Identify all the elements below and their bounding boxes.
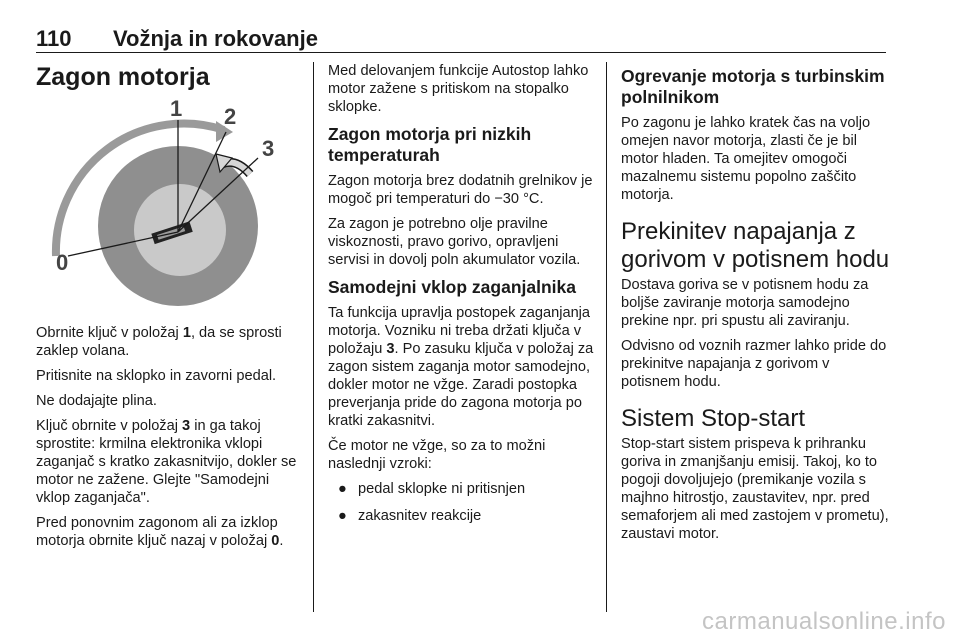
paragraph: Dostava goriva se v potisnem hodu za boljše zaviranje motorja samodejno prekine npr. pri spustu ali zaviranju. — [621, 277, 869, 329]
page-header — [36, 26, 886, 53]
page-title: Vožnja in rokovanje — [113, 26, 318, 51]
paragraph: Stop-start sistem prispeva k prihranku goriva in zmanjšanju emisij. Takoj, ko to pogoji dovoljujejo (premikanje vozila s majhno hitrostjo, zaustavitev, npr. pred semaforjem ali med zastojem v prometu), zaustavi motor. — [621, 436, 889, 542]
paragraph: Po zagonu je lahko kratek čas na voljo omejen navor motorja, zlasti če je bil motor hladen. Ta omejitev omogoči mazalnemu sistemu popolno zaščito motorja. — [621, 115, 871, 203]
paragraph: Med delovanjem funkcije Autostop lahko motor zažene s pritiskom na stopalko sklopke. — [328, 63, 589, 115]
paragraph: Pritisnite na sklopko in zavorni pedal. — [36, 368, 277, 384]
bullet-icon: ● — [338, 481, 347, 497]
list-item: ● zakasnitev reakcije — [338, 508, 482, 524]
page-number: 110 — [36, 26, 72, 51]
ignition-switch-illustration — [36, 96, 300, 308]
bullet-icon: ● — [338, 508, 347, 524]
position-label-2: 2 — [224, 104, 237, 129]
paragraph: Obrnite ključ v položaj 1, da se sprosti zaklep volana. — [36, 325, 282, 359]
column-1 — [36, 62, 300, 557]
paragraph: Za zagon je potrebno olje pravilne viskoznosti, pravo gorivo, opravljeni servisi in dovolj poln akumulator vozila. — [328, 216, 581, 268]
ignition-key-figure — [36, 96, 300, 308]
paragraph: Če motor ne vžge, so za to možni naslednji vzroki: — [328, 438, 546, 472]
paragraph: Zagon motorja brez dodatnih grelnikov je mogoč pri temperaturi do −30 °C. — [328, 173, 593, 207]
subsection-heading: Samodejni vklop zaganjalnika — [328, 277, 576, 297]
column-3 — [621, 62, 891, 550]
watermark: carmanualsonline.info — [702, 608, 946, 635]
section-heading: Zagon motorja — [36, 63, 210, 91]
subsection-heading: Zagon motorja pri nizkih temperaturah — [328, 124, 532, 165]
position-label-1: 1 — [170, 96, 183, 121]
column-2 — [328, 62, 594, 534]
paragraph: Pred ponovnim zagonom ali za izklop motorja obrnite ključ nazaj v položaj 0. — [36, 515, 284, 549]
position-label-0: 0 — [56, 250, 69, 275]
column-divider — [606, 62, 607, 612]
paragraph: Ta funkcija upravlja postopek zaganjanja motorja. Vozniku ni treba držati ključa v položaju 3. Po zasuku ključa v položaj za zagon sistem zaganja motor samodejno, dokler motor ne vžge. Zaradi postopka preverjanja pride do zagona motorja po kratki zakasnitvi. — [328, 305, 594, 429]
paragraph: Ne dodajajte plina. — [36, 393, 157, 409]
paragraph: Odvisno od voznih razmer lahko pride do prekinitve napajanja z gorivom v potisnem hodu. — [621, 338, 887, 390]
subsection-heading: Ogrevanje motorja s turbinskim polnilnikom — [621, 66, 885, 107]
paragraph: Ključ obrnite v položaj 3 in ga takoj sprostite: krmilna elektronika vklopi zaganjač s kratko zakasnitvijo, dokler se motor ne zažene. Glejte "Samodejni vklop zaganjača". — [36, 418, 297, 506]
cause-list — [328, 480, 594, 525]
section-heading: Sistem Stop-start — [621, 405, 806, 432]
list-item: ● pedal sklopke ni pritisnjen — [338, 481, 526, 497]
section-heading: Prekinitev napajanja z gorivom v potisnem hodu — [621, 218, 890, 273]
column-divider — [313, 62, 314, 612]
position-label-3: 3 — [262, 136, 275, 161]
